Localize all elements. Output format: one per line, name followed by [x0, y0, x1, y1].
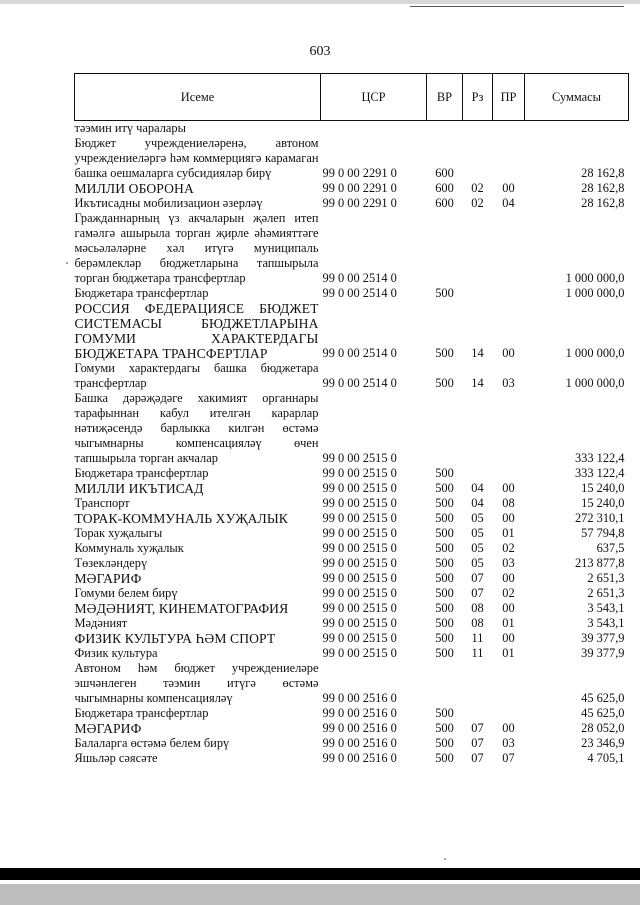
table-row — [75, 136, 629, 181]
cell-name: Физик культура — [74, 646, 158, 660]
cell-name: Транспорт — [74, 496, 130, 510]
cell-rz: 05 — [471, 556, 484, 570]
cell-csr: 99 0 00 2515 0 — [322, 451, 397, 465]
table-row — [75, 751, 629, 766]
cell-rz — [463, 286, 493, 301]
cell-csr: 99 0 00 2515 0 — [322, 526, 397, 540]
cell-name: МИЛЛИ ИКЪТИСАД — [74, 481, 204, 496]
table-row — [75, 361, 629, 391]
cell-rz: 05 — [471, 526, 484, 540]
header-csr: ЦСР — [321, 74, 427, 121]
cell-csr: 99 0 00 2291 0 — [322, 196, 397, 210]
table-row — [75, 391, 629, 466]
cell-rz — [463, 706, 493, 721]
header-vr: ВР — [427, 74, 463, 121]
scan-speck — [444, 858, 446, 860]
cell-name: Торак хуҗалыгы — [74, 526, 163, 540]
cell-pr — [493, 466, 525, 481]
cell-csr: 99 0 00 2516 0 — [322, 736, 397, 750]
cell-rz: 07 — [471, 736, 484, 750]
cell-csr: 99 0 00 2515 0 — [322, 601, 397, 615]
table-row — [75, 301, 629, 361]
cell-name: Коммуналь хуҗалык — [74, 541, 184, 555]
cell-name: Гомуми характердагы башка бюджетара трансфертлар — [74, 361, 319, 390]
table-row — [75, 211, 629, 286]
cell-name: Автоном һәм бюджет учреждениеләре эшчәнлеген тәэмин итүгә өстәмә чыгымнарны компенсацияләү — [74, 661, 319, 705]
cell-sum: 333 122,4 — [574, 451, 625, 465]
cell-csr: 99 0 00 2516 0 — [322, 721, 397, 735]
cell-vr: 500 — [435, 721, 454, 735]
table-row — [75, 661, 629, 706]
cell-sum: 15 240,0 — [581, 496, 625, 510]
cell-name: Мәдәният — [74, 616, 128, 630]
header-name: Исеме — [75, 74, 321, 121]
cell-vr: 500 — [435, 751, 454, 765]
cell-csr: 99 0 00 2515 0 — [322, 646, 397, 660]
table-row — [75, 556, 629, 571]
cell-name: МӘГАРИФ — [74, 721, 142, 736]
cell-vr: 500 — [435, 631, 454, 645]
cell-csr: 99 0 00 2515 0 — [322, 586, 397, 600]
page-number: 603 — [309, 44, 331, 59]
cell-rz: 02 — [471, 196, 484, 210]
cell-sum: 15 240,0 — [581, 481, 625, 495]
cell-rz — [463, 391, 493, 466]
cell-pr — [493, 706, 525, 721]
cell-pr — [493, 211, 525, 286]
cell-sum: 333 122,4 — [574, 466, 625, 480]
cell-rz: 07 — [471, 751, 484, 765]
cell-rz: 07 — [471, 571, 484, 585]
cell-name: Гомуми белем бирү — [74, 586, 178, 600]
cell-rz: 11 — [471, 646, 484, 660]
cell-pr: 00 — [502, 481, 515, 495]
table-row — [75, 706, 629, 721]
cell-csr: 99 0 00 2515 0 — [322, 466, 397, 480]
table-row — [75, 631, 629, 646]
cell-csr: 99 0 00 2516 0 — [322, 751, 397, 765]
cell-pr: 00 — [502, 346, 515, 360]
cell-sum: 23 346,9 — [581, 736, 625, 750]
header-pr: ПР — [493, 74, 525, 121]
cell-vr — [427, 661, 463, 706]
cell-sum: 45 625,0 — [581, 691, 625, 705]
cell-pr: 04 — [502, 196, 515, 210]
cell-sum: 213 877,8 — [574, 556, 625, 570]
cell-sum: 39 377,9 — [581, 631, 625, 645]
cell-vr: 500 — [435, 496, 454, 510]
cell-vr: 500 — [435, 511, 454, 525]
cell-name: ТОРАК-КОММУНАЛЬ ХУҖАЛЫК — [74, 511, 288, 526]
cell-sum: 272 310,1 — [574, 511, 625, 525]
cell-name: Гражданнарның үз акчаларын җәлеп итеп гамәлгә ашырыла торган җирле әһәмияттәге мәсьәләләрне хәл итүгә муниципаль берәмлекләр бюджетларына тапшырыла торган бюджетара трансфертлар — [74, 211, 319, 285]
cell-pr — [493, 286, 525, 301]
cell-sum: 28 162,8 — [581, 166, 625, 180]
cell-vr: 500 — [435, 481, 454, 495]
table-body — [75, 121, 629, 767]
cell-name: Башка дәрәҗәдәге хакимият органнары тарафыннан кабул ителгән карарлар нәтиҗәсендә барлыкка килгән өстәмә чыгымнарны компенсацияләү өчен тапшырыла торган акчалар — [74, 391, 319, 465]
cell-pr: 03 — [502, 376, 515, 390]
table-row — [75, 511, 629, 526]
cell-pr: 01 — [502, 526, 515, 540]
cell-rz: 07 — [471, 721, 484, 735]
cell-sum: 1 000 000,0 — [565, 376, 625, 390]
cell-rz: 08 — [471, 616, 484, 630]
cell-csr: 99 0 00 2515 0 — [322, 631, 397, 645]
cell-pr: 01 — [502, 646, 515, 660]
cell-csr: 99 0 00 2514 0 — [322, 346, 397, 360]
table-row — [75, 496, 629, 511]
cell-name: Бюджет учреждениеләренә, автоном учреждениеләргә һәм коммерциягә карамаган башка оешмаларга субсидияләр бирү — [74, 136, 319, 180]
cell-pr: 03 — [502, 736, 515, 750]
cell-vr: 500 — [435, 466, 454, 480]
header-rz: Рз — [463, 74, 493, 121]
table-row — [75, 616, 629, 631]
cell-csr: 99 0 00 2515 0 — [322, 616, 397, 630]
cell-rz: 14 — [471, 346, 484, 360]
cell-rz: 04 — [471, 481, 484, 495]
cell-name: Балаларга өстәмә белем бирү — [74, 736, 230, 750]
table-row — [75, 481, 629, 496]
cell-name: МӘГАРИФ — [74, 571, 142, 586]
table-row — [75, 121, 629, 137]
cell-rz: 05 — [471, 511, 484, 525]
cell-name: Төзекләндерү — [74, 556, 148, 570]
cell-sum: 45 625,0 — [581, 706, 625, 720]
cell-sum — [525, 121, 629, 137]
table-row — [75, 196, 629, 211]
table-row — [75, 541, 629, 556]
cell-rz — [463, 121, 493, 137]
table-row — [75, 736, 629, 751]
cell-csr: 99 0 00 2291 0 — [322, 166, 397, 180]
cell-sum: 4 705,1 — [587, 751, 625, 765]
cell-rz — [463, 466, 493, 481]
cell-csr: 99 0 00 2516 0 — [322, 706, 397, 720]
cell-csr: 99 0 00 2515 0 — [322, 481, 397, 495]
cell-sum: 1 000 000,0 — [565, 286, 625, 300]
cell-rz: 05 — [471, 541, 484, 555]
cell-sum: 3 543,1 — [587, 616, 625, 630]
cell-pr: 02 — [502, 541, 515, 555]
cell-sum: 637,5 — [596, 541, 625, 555]
scan-edge-bottom-gray — [0, 884, 640, 905]
cell-csr: 99 0 00 2291 0 — [322, 181, 397, 195]
scan-edge-line — [410, 6, 624, 7]
cell-sum: 39 377,9 — [581, 646, 625, 660]
cell-sum: 57 794,8 — [581, 526, 625, 540]
cell-vr: 500 — [435, 736, 454, 750]
cell-pr: 02 — [502, 586, 515, 600]
cell-rz: 07 — [471, 586, 484, 600]
cell-csr: 99 0 00 2514 0 — [322, 286, 397, 300]
cell-name: Бюджетара трансфертлар — [74, 706, 209, 720]
cell-rz: 11 — [471, 631, 484, 645]
cell-pr: 00 — [502, 721, 515, 735]
cell-rz — [463, 211, 493, 286]
scan-edge-top — [0, 0, 640, 4]
cell-rz — [463, 661, 493, 706]
cell-sum: 1 000 000,0 — [565, 271, 625, 285]
cell-name: ФИЗИК КУЛЬТУРА ҺӘМ СПОРТ — [74, 631, 276, 646]
cell-name: Яшьләр сәясәте — [74, 751, 158, 765]
cell-pr — [493, 121, 525, 137]
cell-name: Бюджетара трансфертлар — [74, 286, 209, 300]
cell-rz: 02 — [471, 181, 484, 195]
cell-csr: 99 0 00 2514 0 — [322, 271, 397, 285]
cell-pr: 00 — [502, 601, 515, 615]
cell-vr: 500 — [435, 616, 454, 630]
cell-rz: 08 — [471, 601, 484, 615]
cell-vr — [427, 121, 463, 137]
cell-rz: 14 — [471, 376, 484, 390]
cell-vr: 500 — [435, 571, 454, 585]
cell-pr: 07 — [502, 751, 515, 765]
cell-pr: 01 — [502, 616, 515, 630]
cell-pr: 00 — [502, 571, 515, 585]
cell-csr: 99 0 00 2515 0 — [322, 541, 397, 555]
cell-name: Бюджетара трансфертлар — [74, 466, 209, 480]
cell-rz: 04 — [471, 496, 484, 510]
table-row — [75, 721, 629, 736]
cell-vr: 500 — [435, 526, 454, 540]
budget-table — [74, 73, 629, 766]
cell-csr — [321, 121, 427, 137]
cell-sum: 2 651,3 — [587, 571, 625, 585]
cell-sum: 1 000 000,0 — [565, 346, 625, 360]
cell-csr: 99 0 00 2515 0 — [322, 496, 397, 510]
table-row — [75, 466, 629, 481]
cell-pr — [493, 136, 525, 181]
cell-name: МИЛЛИ ОБОРОНА — [74, 181, 194, 196]
cell-vr: 500 — [435, 346, 454, 360]
cell-pr: 00 — [502, 511, 515, 525]
cell-vr: 500 — [435, 706, 454, 720]
scan-speck — [66, 262, 68, 264]
cell-sum: 28 162,8 — [581, 196, 625, 210]
cell-pr — [493, 661, 525, 706]
cell-vr — [427, 391, 463, 466]
cell-name: МӘДӘНИЯТ, КИНЕМАТОГРАФИЯ — [74, 601, 289, 616]
table-header-row — [75, 74, 629, 121]
cell-vr: 500 — [435, 556, 454, 570]
cell-sum: 28 162,8 — [581, 181, 625, 195]
cell-vr: 600 — [435, 196, 454, 210]
cell-vr: 600 — [435, 181, 454, 195]
cell-pr: 08 — [502, 496, 515, 510]
cell-pr — [493, 391, 525, 466]
cell-csr: 99 0 00 2515 0 — [322, 571, 397, 585]
cell-pr: 00 — [502, 631, 515, 645]
cell-vr — [427, 211, 463, 286]
table-row — [75, 571, 629, 586]
cell-pr: 03 — [502, 556, 515, 570]
cell-csr: 99 0 00 2514 0 — [322, 376, 397, 390]
cell-vr: 500 — [435, 286, 454, 300]
cell-sum: 2 651,3 — [587, 586, 625, 600]
cell-vr: 600 — [435, 166, 454, 180]
cell-csr: 99 0 00 2515 0 — [322, 556, 397, 570]
cell-sum: 28 052,0 — [581, 721, 625, 735]
cell-name: Икътисадны мобилизацион әзерләү — [74, 196, 263, 210]
cell-name: тәэмин итү чаралары — [74, 121, 186, 135]
cell-rz — [463, 136, 493, 181]
table-row — [75, 286, 629, 301]
table-row — [75, 526, 629, 541]
cell-vr: 500 — [435, 646, 454, 660]
cell-sum: 3 543,1 — [587, 601, 625, 615]
table-row — [75, 601, 629, 616]
cell-vr: 500 — [435, 601, 454, 615]
cell-pr: 00 — [502, 181, 515, 195]
table-row — [75, 586, 629, 601]
cell-csr: 99 0 00 2516 0 — [322, 691, 397, 705]
table-row — [75, 181, 629, 196]
scan-edge-bottom — [0, 868, 640, 880]
cell-vr: 500 — [435, 376, 454, 390]
cell-vr: 500 — [435, 586, 454, 600]
header-sum: Суммасы — [525, 74, 629, 121]
cell-vr: 500 — [435, 541, 454, 555]
cell-csr: 99 0 00 2515 0 — [322, 511, 397, 525]
table-row — [75, 646, 629, 661]
cell-name: РОССИЯ ФЕДЕРАЦИЯСЕ БЮДЖЕТ СИСТЕМАСЫ БЮДЖЕТЛАРЫНА ГОМУМИ ХАРАКТЕРДАГЫ БЮДЖЕТАРА ТРАНСФЕРТЛАР — [74, 301, 319, 361]
